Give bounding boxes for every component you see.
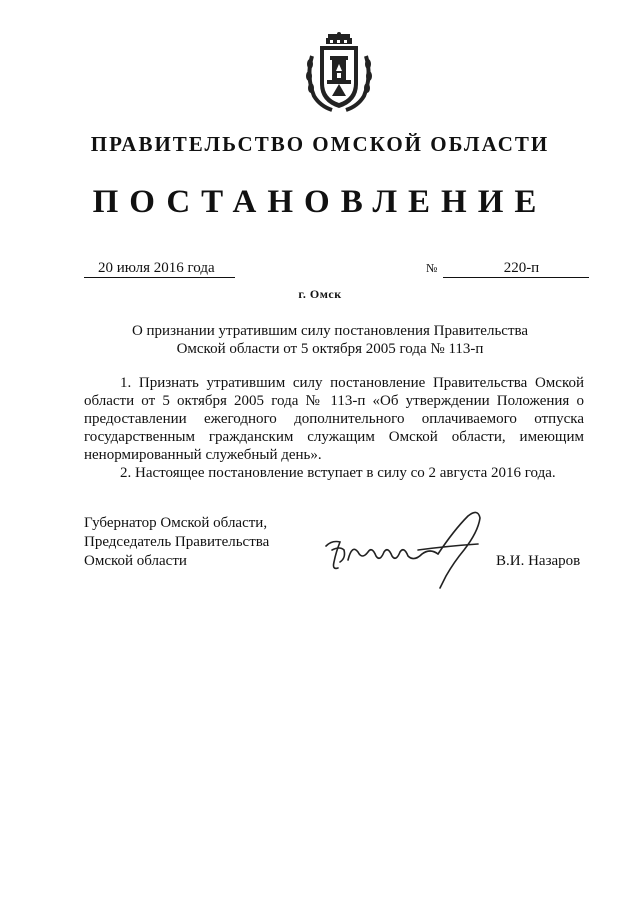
signer-position — [84, 514, 269, 571]
signer-position-line-1: Губернатор Омской области, — [84, 515, 268, 531]
body-paragraph-1: 1. Признать утратившим силу постановление Правительства Омской области от 5 октября 2005 года № 113-п «Об утверждении Положения о предоставлении ежегодного дополнительного оплачиваемого отпуска государственным гражданским служащим Омской области, имеющим ненормированный служебный день». — [84, 375, 584, 463]
signer-position-line-2: Председатель Правительства — [84, 534, 270, 550]
document-number — [426, 260, 589, 278]
city-label: г. Омск — [298, 287, 342, 301]
document-date-value: 20 июля 2016 года — [84, 260, 235, 278]
number-sign: № — [426, 261, 438, 275]
body-paragraph-2: 2. Настоящее постановление вступает в силу со 2 августа 2016 года. — [120, 465, 556, 481]
signer-name: В.И. Назаров — [496, 553, 581, 569]
document-date — [84, 260, 235, 278]
organization-title: ПРАВИТЕЛЬСТВО ОМСКОЙ ОБЛАСТИ — [90, 132, 550, 156]
subject-line-1: О признании утратившим силу постановления Правительства — [131, 323, 529, 339]
coat-of-arms-emblem — [302, 32, 376, 114]
signer-position-line-3: Омской области — [84, 553, 187, 569]
document-body — [84, 374, 584, 482]
subject-line-2: Омской области от 5 октября 2005 года № 113-п — [176, 341, 484, 357]
handwritten-signature — [318, 500, 498, 590]
document-number-value: 220-п — [443, 260, 589, 278]
document-subject — [130, 322, 530, 358]
document-type-heading: ПОСТАНОВЛЕНИЕ — [92, 184, 548, 220]
